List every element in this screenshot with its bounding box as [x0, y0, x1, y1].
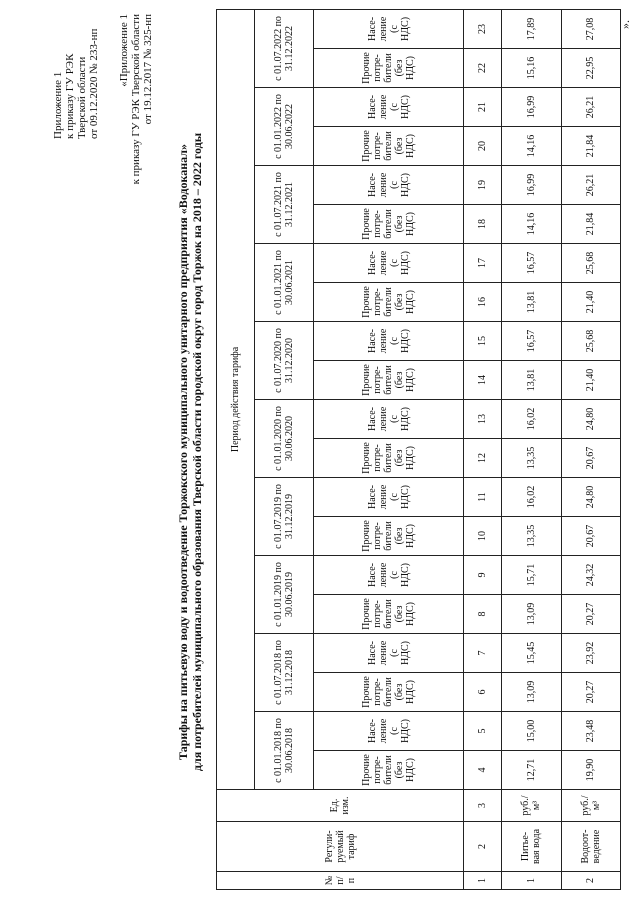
tariff-value: 16,99 [502, 166, 561, 205]
row-unit: руб./ м³ [502, 790, 561, 822]
previous-appendix-header [118, 14, 154, 214]
tariff-value: 14,16 [502, 127, 561, 166]
tariff-value: 13,81 [502, 361, 561, 400]
column-number: 14 [464, 361, 502, 400]
header-unit: Ед. изм. [217, 790, 464, 822]
tariff-value: 13,09 [502, 673, 561, 712]
tariff-value: 26,21 [561, 166, 620, 205]
table-row [561, 9, 620, 889]
column-number: 12 [464, 439, 502, 478]
category-other-consumers: Прочие потре- бители (без НДС) [314, 673, 464, 712]
tariff-value: 12,71 [502, 751, 561, 790]
tariff-value: 15,71 [502, 556, 561, 595]
category-other-consumers: Прочие потре- бители (без НДС) [314, 439, 464, 478]
column-number: 7 [464, 634, 502, 673]
title-line: для потребителей муниципального образования Тверской области городской округ город Торжок на 2018 – 2022 годы [190, 132, 204, 772]
tariff-table [216, 9, 621, 890]
tariff-value: 21,40 [561, 361, 620, 400]
category-population: Насе- ление (с НДС) [314, 9, 464, 48]
tariff-value: 15,45 [502, 634, 561, 673]
tariff-value: 16,02 [502, 400, 561, 439]
column-number: 21 [464, 88, 502, 127]
tariff-value: 15,00 [502, 712, 561, 751]
category-other-consumers: Прочие потре- бители (без НДС) [314, 595, 464, 634]
tariff-value: 23,48 [561, 712, 620, 751]
column-number: 8 [464, 595, 502, 634]
row-number: 1 [502, 872, 561, 890]
column-number: 23 [464, 9, 502, 48]
tariff-value: 15,16 [502, 49, 561, 88]
column-number: 4 [464, 751, 502, 790]
appendix-line: от 09.12.2020 № 233-нп [88, 28, 100, 139]
category-population: Насе- ление (с НДС) [314, 478, 464, 517]
category-other-consumers: Прочие потре- бители (без НДС) [314, 283, 464, 322]
tariff-value: 16,57 [502, 322, 561, 361]
period-range: с 01.01.2018 по 30.06.2018 [255, 712, 314, 790]
column-number: 6 [464, 673, 502, 712]
tariff-value: 14,16 [502, 205, 561, 244]
category-other-consumers: Прочие потре- бители (без НДС) [314, 361, 464, 400]
category-other-consumers: Прочие потре- бители (без НДС) [314, 751, 464, 790]
column-number: 22 [464, 49, 502, 88]
row-number: 2 [561, 872, 620, 890]
tariff-value: 26,21 [561, 88, 620, 127]
column-number: 16 [464, 283, 502, 322]
column-number: 9 [464, 556, 502, 595]
column-number: 1 [464, 872, 502, 890]
column-number: 11 [464, 478, 502, 517]
tariff-value: 23,92 [561, 634, 620, 673]
category-population: Насе- ление (с НДС) [314, 712, 464, 751]
tariff-value: 13,35 [502, 517, 561, 556]
column-number: 13 [464, 400, 502, 439]
tariff-value: 25,68 [561, 244, 620, 283]
tariff-value: 16,99 [502, 88, 561, 127]
category-other-consumers: Прочие потре- бители (без НДС) [314, 205, 464, 244]
tariff-value: 20,27 [561, 595, 620, 634]
column-number: 18 [464, 205, 502, 244]
appendix-line: к приказу ГУ РЭК Тверской области [64, 53, 88, 139]
category-population: Насе- ление (с НДС) [314, 322, 464, 361]
tariff-value: 24,32 [561, 556, 620, 595]
period-range: с 01.07.2021 по 31.12.2021 [255, 166, 314, 244]
category-other-consumers: Прочие потре- бители (без НДС) [314, 517, 464, 556]
row-tariff-name: Водоот- ведение [561, 822, 620, 872]
tariff-value: 24,80 [561, 400, 620, 439]
column-number: 17 [464, 244, 502, 283]
tariff-value: 20,67 [561, 439, 620, 478]
category-other-consumers: Прочие потре- бители (без НДС) [314, 49, 464, 88]
appendix-line: от 19.12.2017 № 325-нп [142, 14, 154, 125]
category-population: Насе- ление (с НДС) [314, 166, 464, 205]
category-population: Насе- ление (с НДС) [314, 244, 464, 283]
tariff-value: 13,81 [502, 283, 561, 322]
header-number: № п/ п [217, 872, 464, 890]
tariff-value: 13,09 [502, 595, 561, 634]
column-number: 5 [464, 712, 502, 751]
row-tariff-name: Питье- вая вода [502, 822, 561, 872]
period-range: с 01.01.2021 по 30.06.2021 [255, 244, 314, 322]
category-population: Насе- ление (с НДС) [314, 88, 464, 127]
tariff-value: 24,80 [561, 478, 620, 517]
category-population: Насе- ление (с НДС) [314, 400, 464, 439]
appendix-line: «Приложение 1 [118, 14, 130, 87]
appendix-line: к приказу ГУ РЭК Тверской области [130, 14, 142, 185]
column-number: 19 [464, 166, 502, 205]
column-number: 15 [464, 322, 502, 361]
tariff-value: 17,89 [502, 9, 561, 48]
category-other-consumers: Прочие потре- бители (без НДС) [314, 127, 464, 166]
tariff-value: 20,67 [561, 517, 620, 556]
period-range: с 01.01.2020 по 30.06.2020 [255, 400, 314, 478]
tariff-value: 16,57 [502, 244, 561, 283]
period-range: с 01.01.2022 по 30.06.2022 [255, 88, 314, 166]
tariff-value: 19,90 [561, 751, 620, 790]
tariff-value: 21,84 [561, 127, 620, 166]
title-line: Тарифы на питьевую воду и водоотведение Торжокского муниципального унитарного предприятия «Водоканал» [176, 144, 190, 760]
period-range: с 01.07.2019 по 31.12.2019 [255, 478, 314, 556]
category-population: Насе- ление (с НДС) [314, 634, 464, 673]
tariff-value: 21,84 [561, 205, 620, 244]
tariff-value: 25,68 [561, 322, 620, 361]
tariff-value: 21,40 [561, 283, 620, 322]
row-unit: руб./ м³ [561, 790, 620, 822]
period-range: с 01.07.2022 по 31.12.2022 [255, 9, 314, 87]
column-number: 20 [464, 127, 502, 166]
header-period: Период действия тарифа [217, 9, 255, 789]
tariff-value: 13,35 [502, 439, 561, 478]
period-range: с 01.07.2020 по 31.12.2020 [255, 322, 314, 400]
tariff-value: 22,95 [561, 49, 620, 88]
tariff-value: 27,08 [561, 9, 620, 48]
tariff-value: 16,02 [502, 478, 561, 517]
end-quote-mark: ». [618, 20, 632, 29]
column-number: 3 [464, 790, 502, 822]
category-population: Насе- ление (с НДС) [314, 556, 464, 595]
tariff-value: 20,27 [561, 673, 620, 712]
column-number: 10 [464, 517, 502, 556]
table-row [502, 9, 561, 889]
period-range: с 01.07.2018 по 31.12.2018 [255, 634, 314, 712]
appendix-header [52, 9, 100, 139]
document-title [176, 10, 204, 894]
appendix-line: Приложение 1 [52, 71, 64, 139]
period-range: с 01.01.2019 по 30.06.2019 [255, 556, 314, 634]
column-number: 2 [464, 822, 502, 872]
header-tariff: Регули- руемый тариф [217, 822, 464, 872]
